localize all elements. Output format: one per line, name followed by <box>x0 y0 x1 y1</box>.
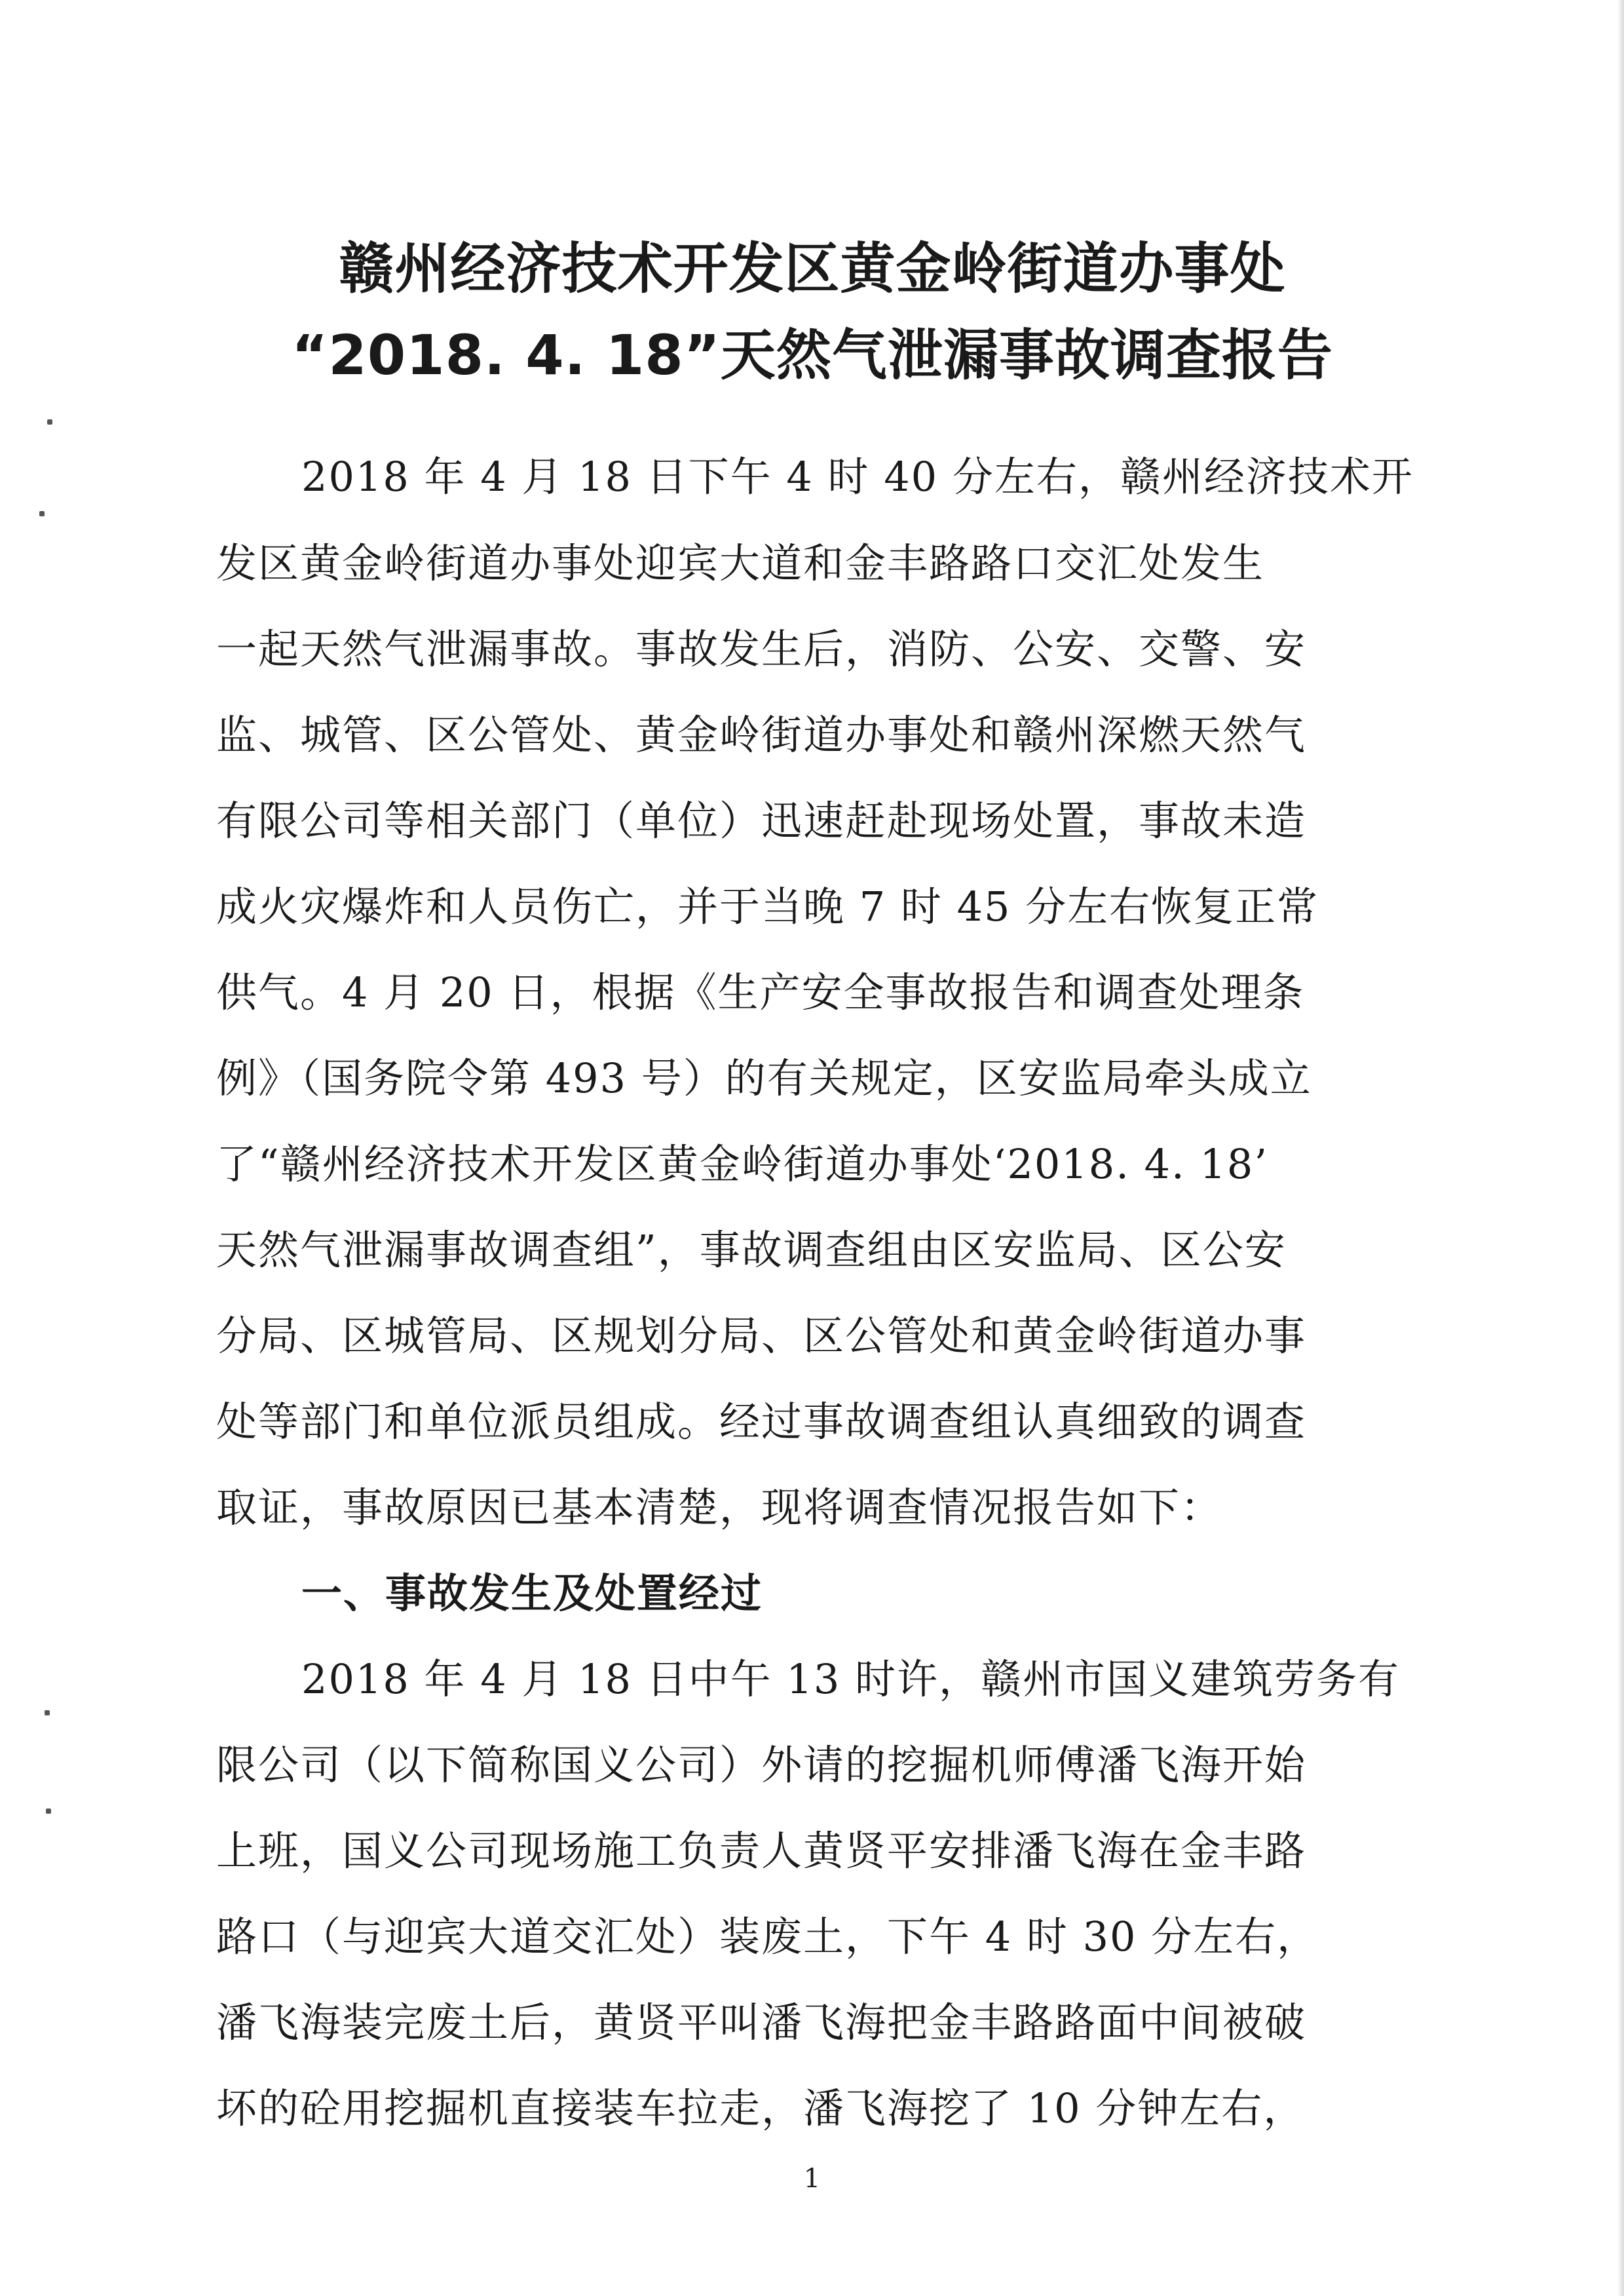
document-title-line-2: “2018. 4. 18”天然气泄漏事故调查报告 <box>292 323 1333 387</box>
intro-line: 成火灾爆炸和人员伤亡，并于当晚 7 时 45 分左右恢复正常 <box>216 883 1319 930</box>
section-line: 限公司（以下简称国义公司）外请的挖掘机师傅潘飞海开始 <box>216 1741 1307 1789</box>
intro-line: 有限公司等相关部门（单位）迅速赶赴现场处置，事故未造 <box>216 797 1307 845</box>
section-heading: 一、事故发生及处置经过 <box>301 1569 763 1617</box>
intro-line: 了“赣州经济技术开发区黄金岭街道办事处‘2018. 4. 18’ <box>216 1140 1269 1188</box>
intro-line: 例》（国务院令第 493 号）的有关规定，区安监局牵头成立 <box>216 1054 1312 1102</box>
section-line: 上班，国义公司现场施工负责人黄贤平安排潘飞海在金丰路 <box>216 1827 1307 1875</box>
section-line: 2018 年 4 月 18 日中午 13 时许，赣州市国义建筑劳务有 <box>301 1655 1400 1703</box>
intro-line: 监、城管、区公管处、黄金岭街道办事处和赣州深燃天然气 <box>216 711 1307 759</box>
scan-mark <box>46 1808 51 1814</box>
intro-line: 2018 年 4 月 18 日下午 4 时 40 分左右，赣州经济技术开 <box>301 453 1414 501</box>
intro-line: 天然气泄漏事故调查组”，事故调查组由区安监局、区公安 <box>216 1226 1287 1274</box>
intro-line: 取证，事故原因已基本清楚，现将调查情况报告如下： <box>216 1483 1223 1531</box>
page-edge <box>1617 0 1624 2296</box>
scan-mark <box>47 419 52 425</box>
intro-line: 一起天然气泄漏事故。事故发生后，消防、公安、交警、安 <box>216 625 1307 673</box>
intro-line: 处等部门和单位派员组成。经过事故调查组认真细致的调查 <box>216 1398 1307 1445</box>
scan-mark <box>39 511 45 516</box>
scan-mark <box>45 1710 50 1715</box>
intro-line: 分局、区城管局、区规划分局、区公管处和黄金岭街道办事 <box>216 1312 1307 1360</box>
section-line: 路口（与迎宾大道交汇处）装废土，下午 4 时 30 分左右， <box>216 1913 1319 1961</box>
intro-line: 供气。4 月 20 日，根据《生产安全事故报告和调查处理条 <box>216 968 1305 1016</box>
page-number: 1 <box>803 2164 821 2194</box>
section-line: 潘飞海装完废土后，黄贤平叫潘飞海把金丰路路面中间被破 <box>216 1999 1307 2046</box>
intro-line: 发区黄金岭街道办事处迎宾大道和金丰路路口交汇处发生 <box>216 539 1265 587</box>
document-title-line-1: 赣州经济技术开发区黄金岭街道办事处 <box>339 237 1286 301</box>
section-line: 坏的砼用挖掘机直接装车拉走，潘飞海挖了 10 分钟左右， <box>216 2084 1306 2132</box>
